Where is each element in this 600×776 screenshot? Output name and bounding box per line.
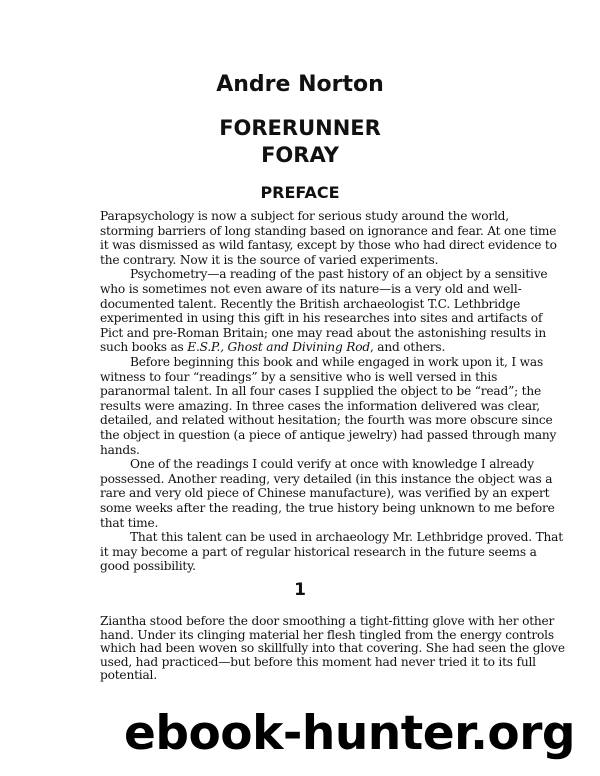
text-line: rare and very old piece of Chinese manufacture), was verified by an expert [100,486,550,501]
text-line: witness to four “readings” by a sensitive who is well versed in this [100,369,498,384]
author-name: Andre Norton [216,72,384,97]
text-line: some weeks after the reading, the true history being unknown to me before [100,501,555,515]
text-line: it may become a part of regular historical research in the future seems a [100,544,537,559]
text-line: the object in question (a piece of antique jewelry) had passed through many [100,428,557,442]
text-line: that time. [100,515,159,530]
text-line: Before beginning this book and while engaged in work upon it, I was [130,355,544,369]
text-line: experimented in using this gift in his researches into sites and artifacts of [100,311,543,326]
chapter-number: 1 [294,580,306,600]
text-line: One of the readings I could verify at once with knowledge I already [130,457,534,472]
text-line: the contrary. Now it is the source of varied experiments. [100,252,439,267]
text-line: Parapsychology is now a subject for serious study around the world, [100,209,509,223]
text-line: hands. [100,442,140,457]
text-line: paranormal talent. In all four cases I supplied the object to be “read”; the [100,384,542,399]
text-line: Pict and pre-Roman Britain; one may read about the astonishing results in [100,325,547,340]
text-line: who is sometimes not even aware of its nature—is a very old and well- [100,282,522,296]
watermark: ebook-hunter.org [124,706,576,761]
text-line: it was dismissed as wild fantasy, except by those who had direct evidence to [100,238,557,253]
text-line: such books as E.S.P., Ghost and Divining Rod, and others. [100,340,446,355]
text-line: which had been woven so skillfully into that covering. She had seen the glove [100,641,565,656]
text-line: good possibility. [100,559,196,574]
text-line: storming barriers of long standing based on ignorance and fear. At one time [100,223,557,238]
book-title-line-1: FORERUNNER [219,116,381,140]
text-line: documented talent. Recently the British archaeologist T.C. Lethbridge [100,296,521,311]
text-line: Ziantha stood before the door smoothing a tight-fitting glove with her other [100,614,555,628]
text-line: hand. Under its clinging material her flesh tingled from the energy controls [100,627,554,642]
text-line: detailed, and related without hesitation; the fourth was more obscure since [100,413,553,428]
text-line: results were amazing. In three cases the information delivered was clear, [100,398,540,413]
section-heading-preface: PREFACE [260,183,340,202]
book-title-line-2: FORAY [261,143,339,167]
text-line: possessed. Another reading, very detailed (in this instance the object was a [100,471,553,486]
text-line: That this talent can be used in archaeology Mr. Lethbridge proved. That [130,530,563,545]
text-line: Psychometry—a reading of the past history of an object by a sensitive [130,267,548,282]
text-line: potential. [100,668,157,683]
text-line: used, had practiced—but before this moment had never tried it to its full [100,654,536,669]
